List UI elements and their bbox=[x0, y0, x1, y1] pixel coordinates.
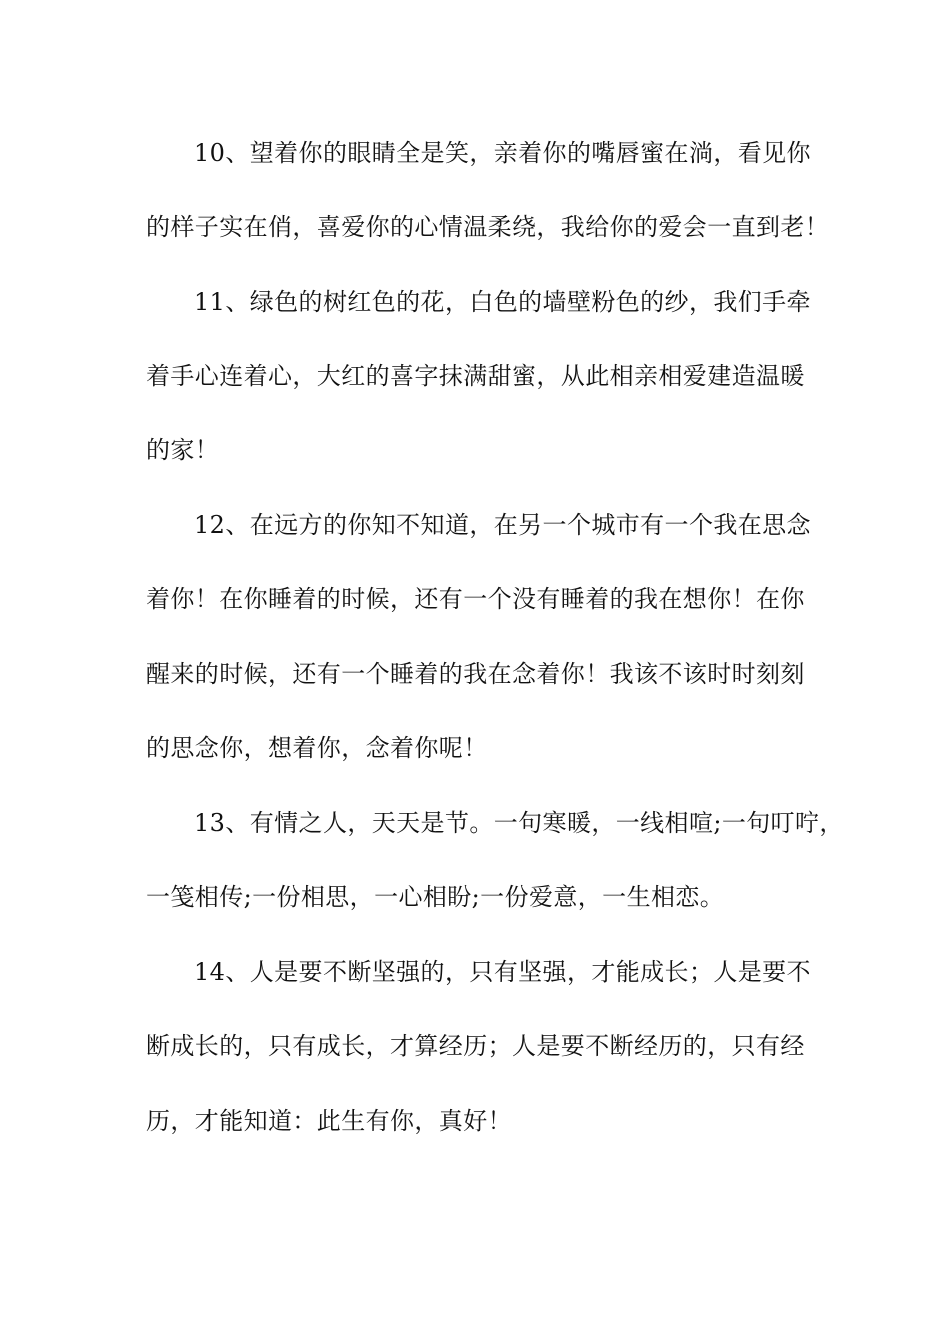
text-line: 14、人是要不断坚强的，只有坚强，才能成长；人是要不 bbox=[194, 958, 811, 986]
text-line: 历，才能知道：此生有你，真好！ bbox=[146, 1107, 512, 1135]
text-line: 一笺相传;一份相思，一心相盼;一份爱意，一生相恋。 bbox=[146, 883, 725, 911]
text-line: 醒来的时候，还有一个睡着的我在念着你！我该不该时时刻刻 bbox=[146, 660, 805, 688]
text-line: 的思念你，想着你，念着你呢！ bbox=[146, 734, 488, 762]
text-line: 的样子实在俏，喜爱你的心情温柔绕，我给你的爱会一直到老！ bbox=[146, 213, 830, 241]
text-line: 断成长的，只有成长，才算经历；人是要不断经历的，只有经 bbox=[146, 1032, 805, 1060]
text-line: 11、绿色的树红色的花，白色的墙壁粉色的纱，我们手牵 bbox=[194, 288, 811, 316]
text-line: 13、有情之人，天天是节。一句寒暖，一线相喧;一句叮咛， bbox=[194, 809, 844, 837]
text-line: 12、在远方的你知不知道，在另一个城市有一个我在思念 bbox=[194, 511, 811, 539]
text-line: 的家！ bbox=[146, 436, 220, 464]
text-line: 着手心连着心，大红的喜字抹满甜蜜，从此相亲相爱建造温暖 bbox=[146, 362, 805, 390]
text-line: 着你！在你睡着的时候，还有一个没有睡着的我在想你！在你 bbox=[146, 585, 805, 613]
text-line: 10、望着你的眼睛全是笑，亲着你的嘴唇蜜在淌，看见你 bbox=[194, 139, 811, 167]
